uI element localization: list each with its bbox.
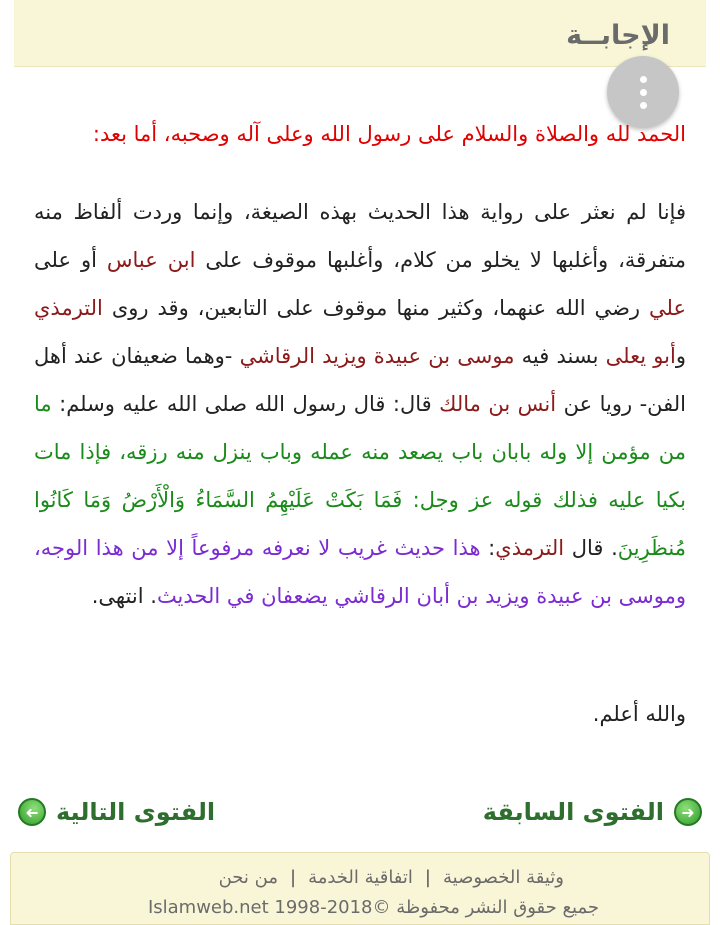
privacy-link[interactable]: وثيقة الخصوصية — [443, 867, 564, 888]
copyright-text: جميع حقوق النشر محفوظة ©Islamweb.net 1998-2018 — [147, 897, 599, 918]
body-text-segment: بسند فيه — [514, 344, 606, 368]
previous-fatwa-link[interactable] — [483, 792, 702, 832]
arrow-right-icon: ➜ — [674, 798, 702, 826]
narrator-link-tirmidhi[interactable]: الترمذي — [34, 296, 103, 320]
narrator-link-ibn-abbas[interactable]: ابن عباس — [106, 248, 196, 272]
body-text-segment: أو على — [34, 248, 107, 272]
answer-header — [14, 0, 706, 67]
body-text-segment: و — [675, 344, 686, 368]
narrator-link-ali[interactable]: علي — [649, 296, 686, 320]
footer-separator: | — [424, 867, 431, 888]
narrator-link-musa-yazid[interactable]: موسى بن عبيدة ويزيد الرقاشي — [239, 344, 515, 368]
about-link[interactable]: من نحن — [218, 867, 278, 888]
more-vertical-icon-dot — [640, 102, 647, 109]
fatwa-body — [34, 188, 686, 620]
body-text-segment: . قال — [564, 536, 618, 560]
next-fatwa-link[interactable] — [18, 792, 215, 832]
body-text-segment: رضي الله عنهما، وكثير منها موقوف على التابعين، وقد روى — [102, 296, 649, 320]
closing-text: والله أعلم. — [592, 702, 686, 726]
body-text-segment: . انتهى. — [91, 584, 157, 608]
hadith-text: ما من مؤمن إلا وله بابان باب يصعد منه عمله وباب ينزل منه رزقه، فإذا مات بكيا عليه فذلك قوله عز وجل: — [34, 392, 686, 512]
narrator-link-abu-yala[interactable]: أبو يعلى — [605, 344, 676, 368]
body-text-segment: قال: قال رسول الله صلى الله عليه وسلم: — [51, 392, 440, 416]
footer — [10, 852, 710, 925]
more-vertical-icon-dot — [640, 89, 647, 96]
body-text-segment: فإنا لم نعثر على رواية هذا الحديث بهذه الصيغة، وإنما وردت ألفاظ منه متفرقة، وأغلبها لا يخلو من كلام، وأغلبها موقوف على — [34, 200, 686, 272]
more-vertical-icon — [640, 76, 647, 83]
intro-text: الحمد لله والصلاة والسلام على رسول الله وعلى آله وصحبه، أما بعد: — [92, 122, 686, 146]
terms-link[interactable]: اتفاقية الخدمة — [308, 867, 413, 888]
narrator-link-tirmidhi-2[interactable]: الترمذي — [495, 536, 565, 560]
footer-links — [219, 867, 564, 888]
narrator-link-anas[interactable]: أنس بن مالك — [439, 392, 557, 416]
answer-title: الإجابــة — [566, 20, 670, 51]
body-text-segment: : — [480, 536, 496, 560]
next-fatwa-label: الفتوى التالية — [56, 798, 216, 826]
body-text-segment: -وهما ضعيفان عند أهل الفن- رويا عن — [34, 344, 686, 416]
tirmidhi-ruling: هذا حديث غريب لا نعرفه مرفوعاً إلا من هذا الوجه، وموسى بن عبيدة ويزيد بن أبان الرقاشي يضعفان في الحديث — [34, 536, 686, 608]
arrow-left-icon: ➜ — [18, 798, 46, 826]
quran-verse: فَمَا بَكَتْ عَلَيْهِمُ السَّمَاءُ وَالْأَرْضُ وَمَا كَانُوا مُنظَرِينَ — [34, 488, 686, 560]
footer-separator: | — [289, 867, 297, 888]
previous-fatwa-label: الفتوى السابقة — [482, 798, 664, 826]
